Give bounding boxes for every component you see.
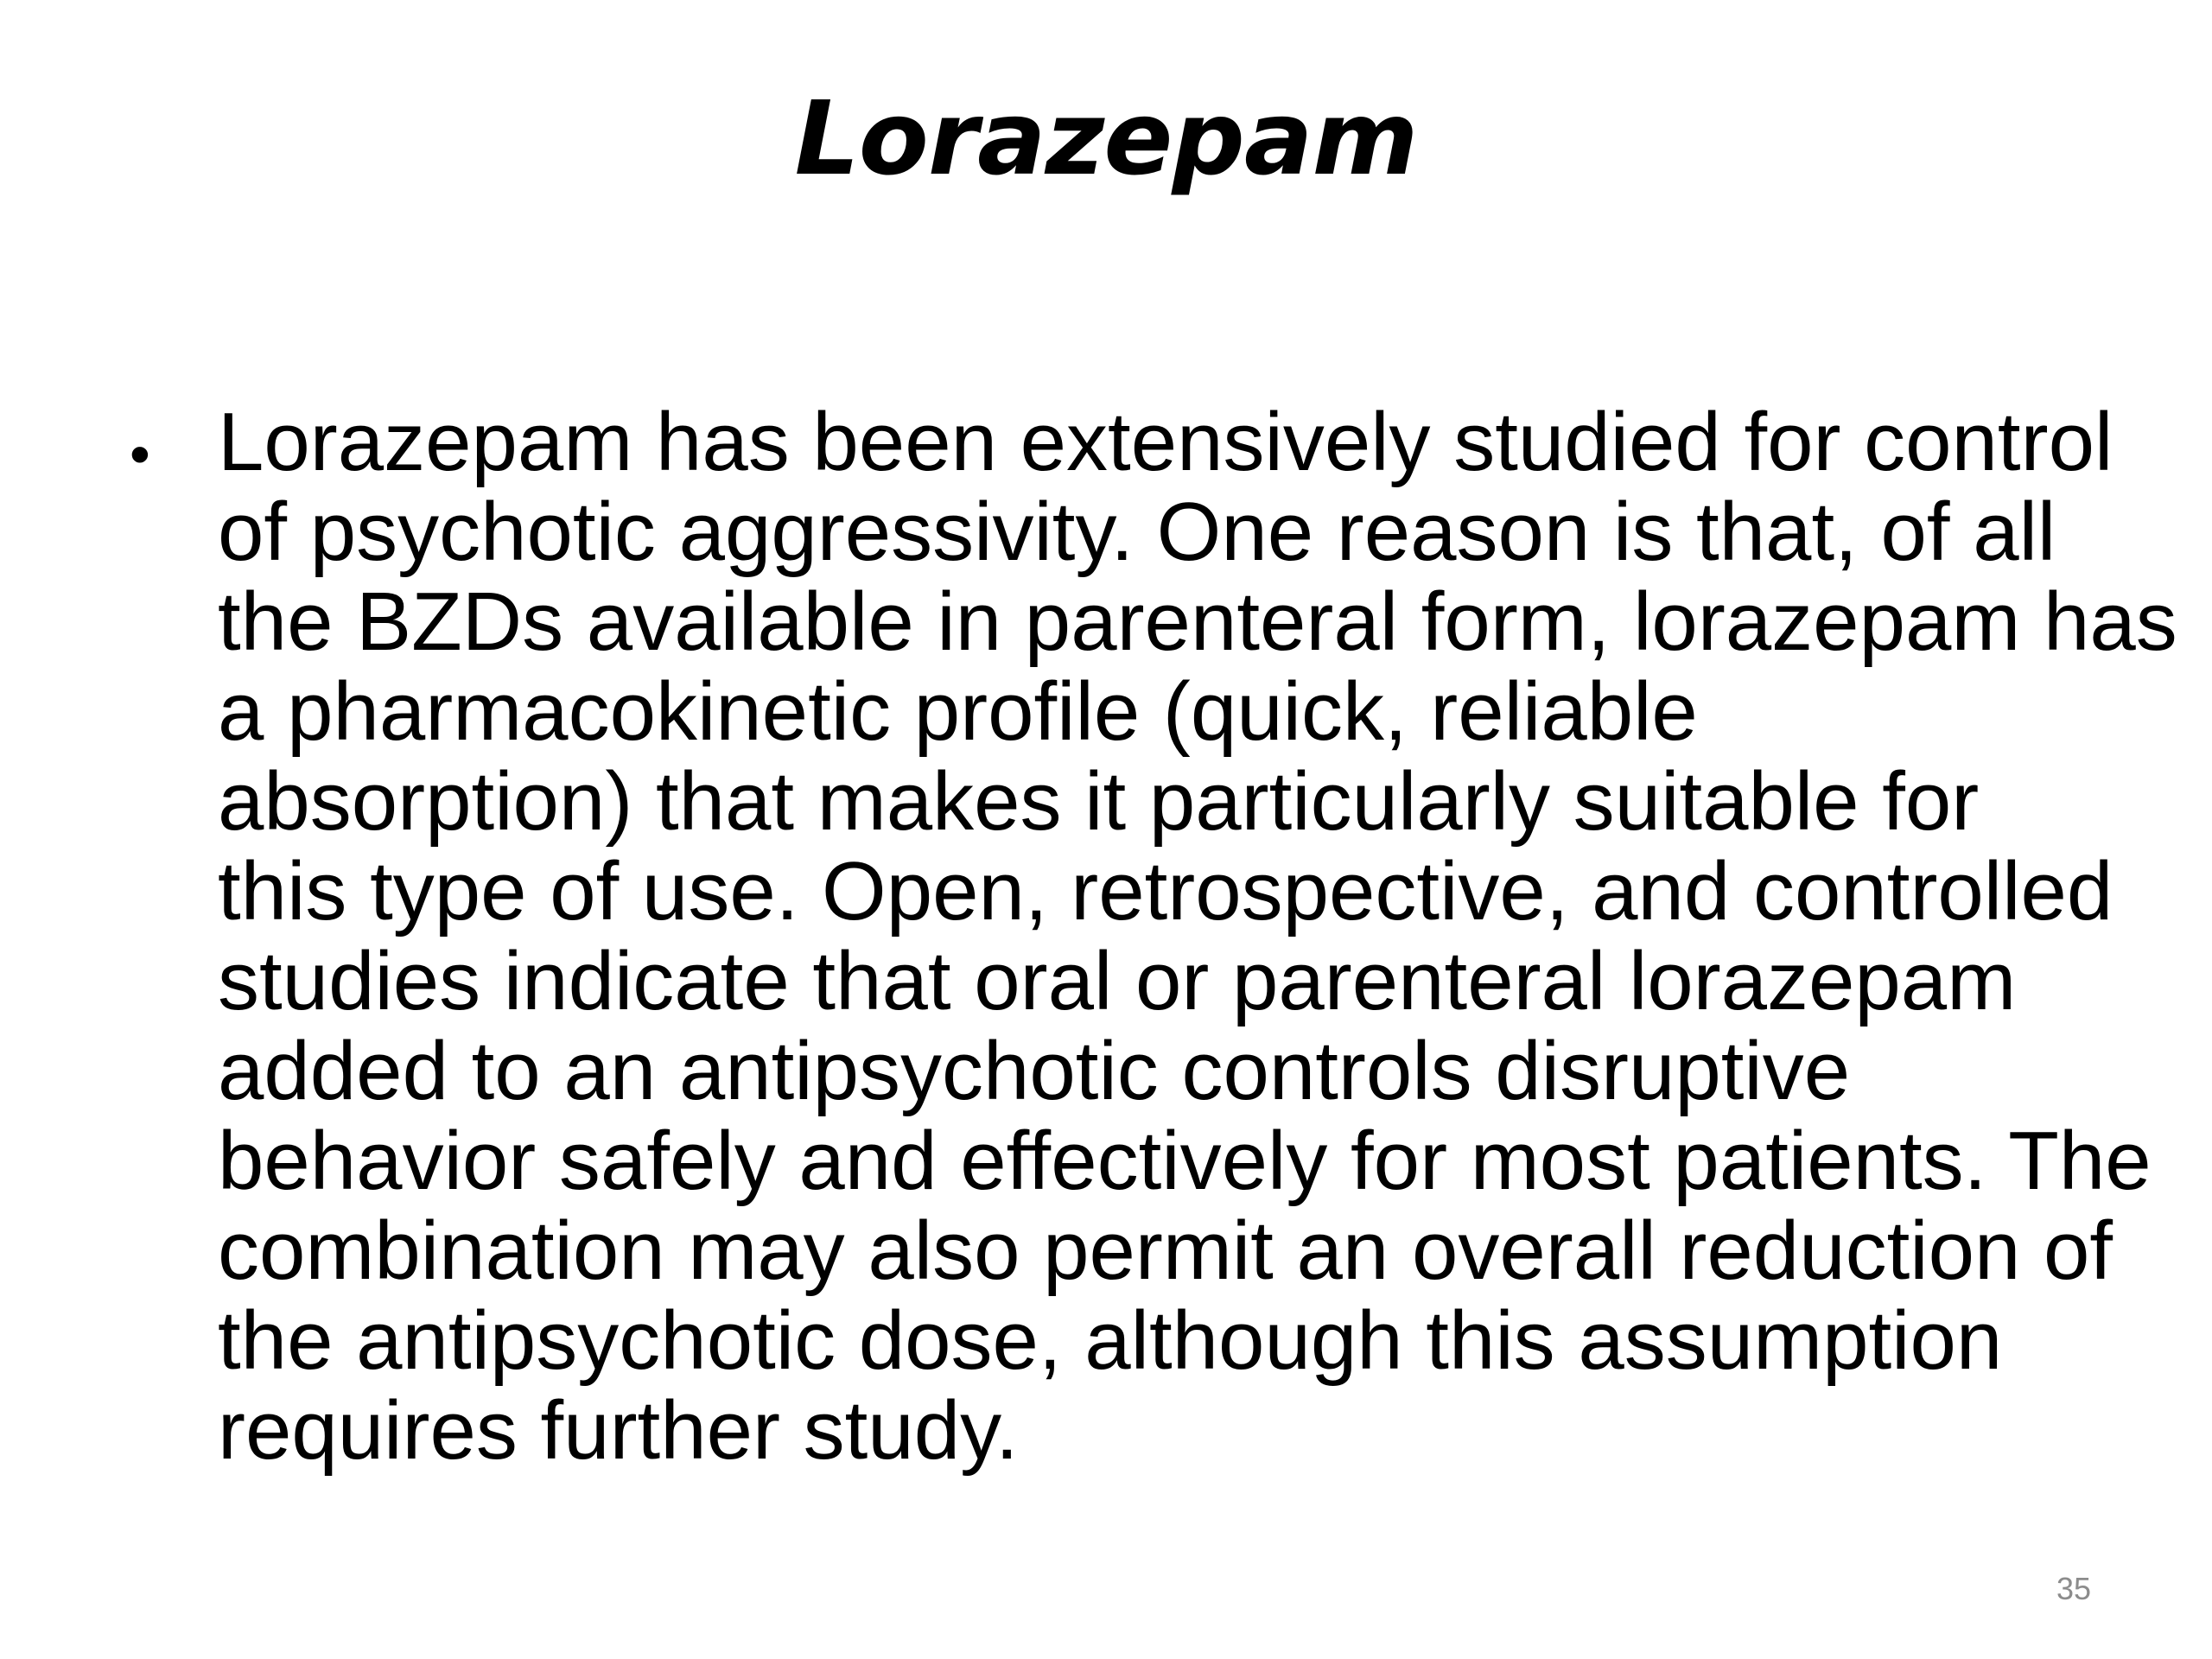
- bullet-line: the antipsychotic dose, although this assumption: [218, 1294, 2003, 1387]
- bullet-line: studies indicate that oral or parenteral lorazepam: [218, 935, 2017, 1027]
- bullet-list: [123, 397, 2196, 1476]
- bullet-line: this type of use. Open, retrospective, and controlled: [218, 845, 2113, 938]
- bullet-line: Lorazepam has been extensively studied for control: [218, 396, 2113, 488]
- bullet-line: combination may also permit an overall reduction of: [218, 1205, 2113, 1297]
- bullet-text: [218, 397, 2196, 1476]
- slide-title: Lorazepam: [794, 79, 1418, 198]
- bullet-line: added to an antipsychotic controls disruptive: [218, 1025, 1851, 1117]
- bullet-line: the BZDs available in parenteral form, lorazepam has: [218, 575, 2177, 668]
- bullet-line: behavior safely and effectively for most patients. The: [218, 1115, 2152, 1207]
- bullet-line: of psychotic aggressivity. One reason is that, of all: [218, 486, 2056, 578]
- bullet-dot-icon: •: [130, 422, 150, 487]
- bullet-item: [123, 397, 2196, 1476]
- bullet-line: absorption) that makes it particularly suitable for: [218, 755, 1980, 848]
- slide-number: 35: [2056, 1571, 2091, 1606]
- bullet-line: a pharmacokinetic profile (quick, reliable: [218, 665, 1698, 758]
- bullet-line: requires further study.: [218, 1384, 1019, 1477]
